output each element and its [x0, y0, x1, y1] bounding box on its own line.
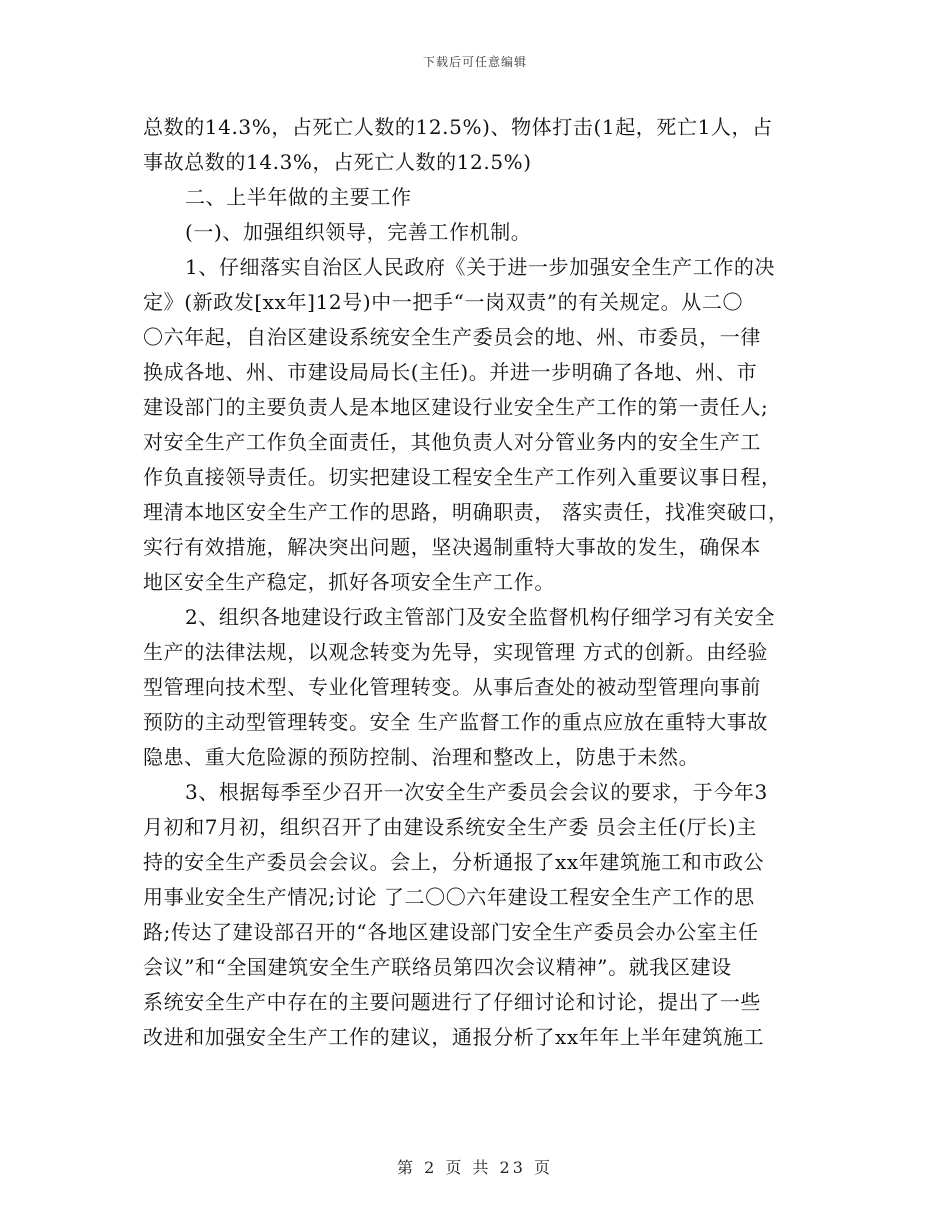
text-line: 作负直接领导责任。切实把建设工程安全生产工作列入重要议事日程，: [143, 465, 782, 489]
text-line: 实行有效措施，解决突出问题，坚决遏制重特大事故的发生，确保本: [143, 535, 761, 559]
text-line: 隐患、重大危险源的预防控制、治理和整改上，防患于未然。: [143, 745, 700, 769]
text-line: 生产的法律法规，以观念转变为先导，实现管理 方式的创新。由经验: [143, 640, 768, 664]
section-heading: 二、上半年做的主要工作: [185, 185, 412, 209]
text-line: 用事业安全生产情况;讨论 了二〇〇六年建设工程安全生产工作的思: [143, 885, 755, 909]
text-line: 建设部门的主要负责人是本地区建设行业安全生产工作的第一责任人;: [143, 395, 769, 419]
text-line: 定》(新政发[xx年]12号)中一把手“一岗双责”的有关规定。从二〇: [143, 290, 744, 314]
page-header: 下载后可任意编辑: [422, 55, 527, 69]
text-line: 月初和7月初，组织召开了由建设系统安全生产委 员会主任(厅长)主: [143, 815, 757, 839]
text-line: 系统安全生产中存在的主要问题进行了仔细讨论和讨论，提出了一些: [143, 990, 761, 1014]
text-line: 对安全生产工作负全面责任，其他负责人对分管业务内的安全生产工: [143, 430, 761, 454]
subsection-heading: (一)、加强组织领导，完善工作机制。: [185, 220, 532, 244]
text-line: 持的安全生产委员会会议。会上，分析通报了xx年建筑施工和市政公: [143, 850, 765, 874]
body-text: [143, 110, 823, 1055]
paragraph-start: 2、组织各地建设行政主管部门及安全监督机构仔细学习有关安全: [185, 605, 776, 629]
paragraph-start: 1、仔细落实自治区人民政府《关于进一步加强安全生产工作的决: [185, 255, 776, 279]
text-line: 路;传达了建设部召开的“各地区建设部门安全生产委员会办公室主任: [143, 920, 759, 944]
text-line: 地区安全生产稳定，抓好各项安全生产工作。: [143, 570, 555, 594]
text-line: 总数的14.3%，占死亡人数的12.5%)、物体打击(1起，死亡1人，占: [143, 115, 773, 139]
text-line: 改进和加强安全生产工作的建议，通报分析了xx年年上半年建筑施工: [143, 1025, 765, 1049]
paragraph-start: 3、根据每季至少召开一次安全生产委员会会议的要求，于今年3: [185, 780, 768, 804]
text-line: 事故总数的14.3%，占死亡人数的12.5%): [143, 150, 532, 174]
text-line: 理清本地区安全生产工作的思路，明确职责， 落实责任，找准突破口，: [143, 500, 789, 524]
text-line: 预防的主动型管理转变。安全 生产监督工作的重点应放在重特大事故: [143, 710, 768, 734]
page-footer: 第 2 页 共 23 页: [397, 1158, 553, 1177]
text-line: 〇六年起，自治区建设系统安全生产委员会的地、州、市委员，一律: [143, 325, 761, 349]
text-line: 会议”和“全国建筑安全生产联络员第四次会议精神”。就我区建设: [143, 955, 732, 979]
text-line: 型管理向技术型、专业化管理转变。从事后查处的被动型管理向事前: [143, 675, 761, 699]
text-line: 换成各地、州、市建设局局长(主任)。并进一步明确了各地、州、市: [143, 360, 758, 384]
